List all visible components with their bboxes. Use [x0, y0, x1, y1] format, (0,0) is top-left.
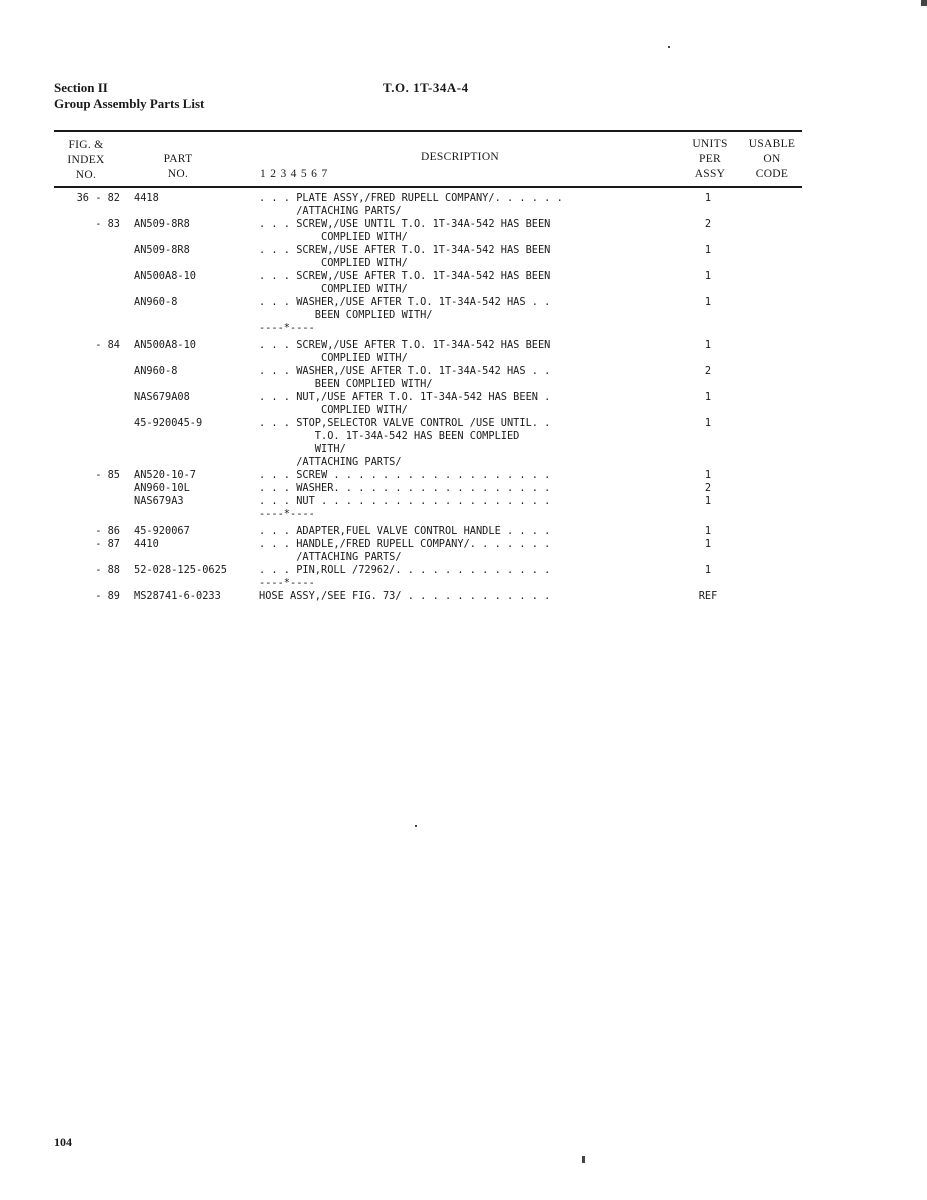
units-per-assy-cell: 1 [704, 525, 712, 537]
units-per-assy-cell: 1 [704, 495, 712, 507]
fig-index-line-1: FIG. & [68, 139, 104, 151]
column-header-description: DESCRIPTION [420, 151, 500, 163]
column-header-fig-index [58, 138, 114, 183]
fig-index-cell: - 83 [95, 218, 120, 230]
scan-speck [921, 0, 927, 6]
table-row [0, 270, 927, 283]
description-cell: . . . HANDLE,/FRED RUPELL COMPANY/. . . . . . . [259, 538, 551, 550]
description-cell: T.O. 1T-34A-542 HAS BEEN COMPLIED [259, 430, 520, 442]
table-top-rule [54, 130, 802, 132]
table-row [0, 391, 927, 404]
table-row [0, 231, 927, 244]
table-row [0, 339, 927, 352]
table-row [0, 378, 927, 391]
usable-line-3: CODE [755, 168, 789, 180]
part-number-cell: AN960-8 [134, 296, 178, 308]
part-number-cell: AN960-10L [134, 482, 190, 494]
fig-index-cell: - 85 [95, 469, 120, 481]
description-cell: WITH/ [259, 443, 346, 455]
description-cell: . . . PLATE ASSY,/FRED RUPELL COMPANY/. . . . . . [259, 192, 563, 204]
units-line-1: UNITS [692, 138, 728, 150]
description-cell: . . . WASHER,/USE AFTER T.O. 1T-34A-542 HAS . . [259, 365, 551, 377]
units-line-3: ASSY [694, 168, 726, 180]
fig-index-cell: - 86 [95, 525, 120, 537]
part-number-cell: AN500A8-10 [134, 270, 196, 282]
description-cell: . . . SCREW,/USE AFTER T.O. 1T-34A-542 HAS BEEN [259, 244, 551, 256]
parts-list-body [0, 192, 927, 603]
part-number-cell: NAS679A3 [134, 495, 184, 507]
table-row [0, 443, 927, 456]
description-cell: . . . SCREW . . . . . . . . . . . . . . . . . . [259, 469, 551, 481]
column-header-indent-levels: 1 2 3 4 5 6 7 [260, 168, 328, 180]
section-heading [54, 80, 204, 112]
part-number-cell: MS28741-6-0233 [134, 590, 221, 602]
part-number-cell: 4418 [134, 192, 159, 204]
description-cell: ----*---- [259, 322, 315, 334]
units-per-assy-cell: 2 [704, 218, 712, 230]
units-per-assy-cell: 1 [704, 296, 712, 308]
table-row [0, 590, 927, 603]
usable-line-2: ON [763, 153, 781, 165]
table-row [0, 352, 927, 365]
part-number-cell: 45-920045-9 [134, 417, 203, 429]
column-header-usable-on-code [742, 137, 802, 182]
units-line-2: PER [699, 153, 721, 165]
units-per-assy-cell: 1 [704, 192, 712, 204]
part-number-cell: AN960-8 [134, 365, 178, 377]
table-row [0, 322, 927, 335]
part-number-cell: 52-028-125-0625 [134, 564, 227, 576]
description-cell: /ATTACHING PARTS/ [259, 551, 402, 563]
units-per-assy-cell: 1 [704, 469, 712, 481]
column-header-units-per-assy [680, 137, 740, 182]
column-header-part-no [148, 152, 208, 182]
part-no-line-2: NO. [167, 168, 189, 180]
table-row [0, 495, 927, 508]
fig-index-cell: - 84 [95, 339, 120, 351]
part-number-cell: AN509-8R8 [134, 218, 190, 230]
units-per-assy-cell: 2 [704, 365, 712, 377]
units-per-assy-cell: 1 [704, 270, 712, 282]
units-per-assy-cell: 1 [704, 339, 712, 351]
units-per-assy-cell: REF [698, 590, 718, 602]
table-row [0, 218, 927, 231]
description-cell: COMPLIED WITH/ [259, 352, 408, 364]
scan-speck [668, 46, 670, 48]
description-cell: BEEN COMPLIED WITH/ [259, 309, 433, 321]
table-row [0, 192, 927, 205]
units-per-assy-cell: 1 [704, 564, 712, 576]
description-cell: COMPLIED WITH/ [259, 231, 408, 243]
description-cell: BEEN COMPLIED WITH/ [259, 378, 433, 390]
scan-speck [415, 825, 417, 827]
table-row [0, 283, 927, 296]
scan-speck [582, 1156, 585, 1163]
description-cell: . . . SCREW,/USE AFTER T.O. 1T-34A-542 HAS BEEN [259, 339, 551, 351]
description-cell: . . . NUT . . . . . . . . . . . . . . . . . . . [259, 495, 551, 507]
units-per-assy-cell: 1 [704, 391, 712, 403]
description-cell: ----*---- [259, 577, 315, 589]
fig-index-cell: - 89 [95, 590, 120, 602]
description-cell: COMPLIED WITH/ [259, 257, 408, 269]
description-cell: . . . NUT,/USE AFTER T.O. 1T-34A-542 HAS BEEN . [259, 391, 551, 403]
table-row [0, 551, 927, 564]
units-per-assy-cell: 2 [704, 482, 712, 494]
description-cell: COMPLIED WITH/ [259, 404, 408, 416]
fig-index-line-2: INDEX [67, 154, 105, 166]
description-cell: COMPLIED WITH/ [259, 283, 408, 295]
table-row [0, 538, 927, 551]
table-row [0, 456, 927, 469]
table-row [0, 309, 927, 322]
section-subtitle: Group Assembly Parts List [54, 96, 205, 111]
description-cell: . . . ADAPTER,FUEL VALVE CONTROL HANDLE . . . . [259, 525, 551, 537]
units-per-assy-cell: 1 [704, 417, 712, 429]
table-header-rule [54, 186, 802, 188]
units-per-assy-cell: 1 [704, 538, 712, 550]
description-cell: . . . PIN,ROLL /72962/. . . . . . . . . . . . . [259, 564, 551, 576]
description-cell: . . . WASHER. . . . . . . . . . . . . . . . . . [259, 482, 551, 494]
table-row [0, 564, 927, 577]
table-row [0, 469, 927, 482]
page-number: 104 [54, 1135, 72, 1149]
table-row [0, 296, 927, 309]
table-row [0, 430, 927, 443]
description-cell: /ATTACHING PARTS/ [259, 205, 402, 217]
table-row [0, 577, 927, 590]
table-row [0, 257, 927, 270]
fig-index-cell: - 87 [95, 538, 120, 550]
section-title: Section II [54, 80, 108, 95]
part-number-cell: 45-920067 [134, 525, 190, 537]
part-no-line-1: PART [163, 153, 193, 165]
part-number-cell: AN520-10-7 [134, 469, 196, 481]
part-number-cell: AN500A8-10 [134, 339, 196, 351]
description-cell: ----*---- [259, 508, 315, 520]
table-row [0, 525, 927, 538]
table-row [0, 508, 927, 521]
table-row [0, 244, 927, 257]
description-cell: . . . WASHER,/USE AFTER T.O. 1T-34A-542 HAS . . [259, 296, 551, 308]
table-row [0, 482, 927, 495]
description-cell: . . . STOP,SELECTOR VALVE CONTROL /USE UNTIL. . [259, 417, 551, 429]
fig-index-cell: 36 - 82 [76, 192, 120, 204]
part-number-cell: 4410 [134, 538, 159, 550]
part-number-cell: NAS679A08 [134, 391, 190, 403]
units-per-assy-cell: 1 [704, 244, 712, 256]
description-cell: /ATTACHING PARTS/ [259, 456, 402, 468]
description-cell: . . . SCREW,/USE UNTIL T.O. 1T-34A-542 HAS BEEN [259, 218, 551, 230]
technical-order-number: T.O. 1T-34A-4 [383, 80, 469, 95]
fig-index-cell: - 88 [95, 564, 120, 576]
part-number-cell: AN509-8R8 [134, 244, 190, 256]
usable-line-1: USABLE [748, 138, 796, 150]
table-row [0, 205, 927, 218]
fig-index-line-3: NO. [75, 169, 97, 181]
description-cell: HOSE ASSY,/SEE FIG. 73/ . . . . . . . . . . . . [259, 590, 551, 602]
table-row [0, 404, 927, 417]
table-row [0, 365, 927, 378]
description-cell: . . . SCREW,/USE AFTER T.O. 1T-34A-542 HAS BEEN [259, 270, 551, 282]
table-row [0, 417, 927, 430]
